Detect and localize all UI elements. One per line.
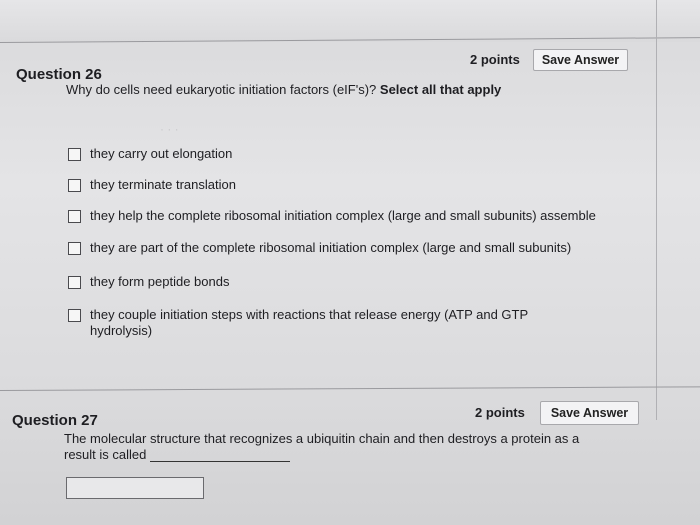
q26-option-4-checkbox[interactable] <box>68 242 81 255</box>
q26-prompt <box>66 82 501 97</box>
q26-option-6-label: they couple initiation steps with reactions that release energy (ATP and GTP hydrolysis) <box>90 307 528 338</box>
q26-title: Question 26 <box>16 66 102 83</box>
q26-option-1-checkbox[interactable] <box>68 148 81 161</box>
q27-prompt-line1: The molecular structure that recognizes a ubiquitin chain and then destroys a protein as a <box>64 431 580 446</box>
show-through-text: · · · <box>160 122 179 136</box>
q27-answer-input[interactable] <box>66 477 204 499</box>
q26-points: 2 points <box>470 52 520 67</box>
content-border <box>656 0 657 420</box>
q26-option-3[interactable] <box>68 208 596 224</box>
q26-option-1[interactable] <box>68 146 232 162</box>
q26-option-3-checkbox[interactable] <box>68 210 81 223</box>
q26-option-2-label: they terminate translation <box>90 177 236 192</box>
q26-save-answer-button[interactable]: Save Answer <box>533 49 628 71</box>
q26-option-4[interactable] <box>68 240 571 256</box>
q27-title: Question 27 <box>12 412 98 429</box>
q27-points: 2 points <box>475 405 525 420</box>
q26-option-2[interactable] <box>68 177 236 193</box>
q26-option-2-checkbox[interactable] <box>68 179 81 192</box>
top-strip <box>0 0 700 42</box>
q26-option-5-label: they form peptide bonds <box>90 274 230 289</box>
q27-prompt-line2-wrap <box>64 447 290 462</box>
q26-option-5[interactable] <box>68 274 229 290</box>
q26-option-6[interactable] <box>68 307 578 339</box>
q27-prompt-line2: result is called <box>64 447 147 462</box>
q26-option-6-checkbox[interactable] <box>68 309 81 322</box>
q27-save-answer-button[interactable]: Save Answer <box>540 401 639 425</box>
divider-questions <box>0 386 700 391</box>
q26-option-5-checkbox[interactable] <box>68 276 81 289</box>
q27-blank-line <box>150 449 290 462</box>
q26-prompt-text: Why do cells need eukaryotic initiation factors (eIF's)? <box>66 82 377 97</box>
q26-prompt-emphasis: Select all that apply <box>379 82 502 97</box>
q26-option-4-label: they are part of the complete ribosomal initiation complex (large and small subunits) <box>90 240 572 255</box>
q26-option-1-label: they carry out elongation <box>90 146 233 161</box>
q26-option-3-label: they help the complete ribosomal initiation complex (large and small subunits) assemble <box>90 208 596 223</box>
